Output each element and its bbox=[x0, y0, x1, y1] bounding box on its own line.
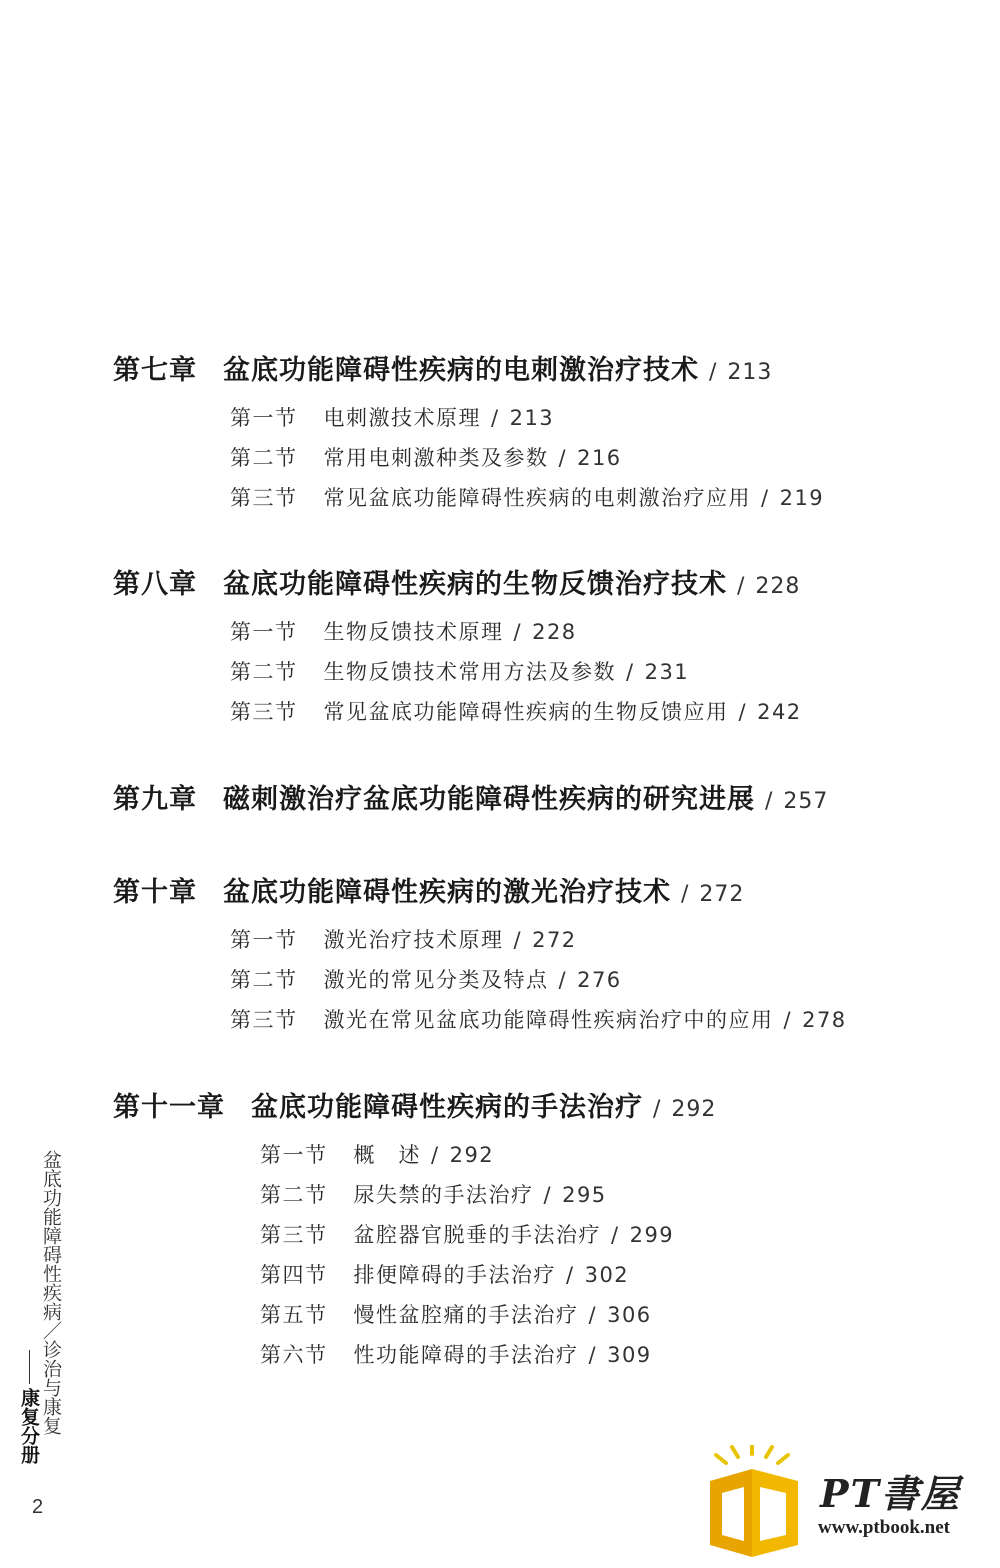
section-label: 第五节 bbox=[260, 1303, 328, 1327]
chapter-11-heading bbox=[113, 1085, 716, 1124]
book-logo-icon bbox=[700, 1445, 810, 1564]
section-title: 电刺激技术原理 bbox=[323, 406, 481, 430]
chapter-8-heading bbox=[113, 562, 800, 601]
section-11-4 bbox=[260, 1259, 629, 1289]
section-7-3 bbox=[230, 482, 824, 512]
section-title: 常用电刺激种类及参数 bbox=[323, 446, 549, 470]
separator: / bbox=[491, 406, 500, 430]
chapter-10-heading bbox=[113, 870, 744, 909]
section-title: 概 述 bbox=[353, 1143, 421, 1167]
chapter-page: 213 bbox=[727, 360, 773, 385]
chapter-page: 228 bbox=[755, 574, 801, 599]
separator: / bbox=[738, 700, 748, 724]
section-title: 生物反馈技术原理 bbox=[323, 620, 504, 644]
chapter-title: 盆底功能障碍性疾病的生物反馈治疗技术 bbox=[223, 569, 727, 600]
chapter-label: 第十章 bbox=[113, 877, 197, 908]
section-11-6 bbox=[260, 1339, 652, 1369]
section-10-1 bbox=[230, 924, 577, 954]
separator: / bbox=[543, 1183, 553, 1207]
section-title: 慢性盆腔痛的手法治疗 bbox=[353, 1303, 579, 1327]
chapter-title: 盆底功能障碍性疾病的激光治疗技术 bbox=[223, 877, 671, 908]
chapter-page: 292 bbox=[671, 1097, 717, 1122]
section-label: 第六节 bbox=[260, 1343, 328, 1367]
section-title: 生物反馈技术常用方法及参数 bbox=[323, 660, 616, 684]
section-11-2 bbox=[260, 1179, 607, 1209]
chapter-label: 第八章 bbox=[113, 569, 197, 600]
separator: / bbox=[513, 928, 523, 952]
section-title: 激光治疗技术原理 bbox=[323, 928, 504, 952]
section-label: 第二节 bbox=[230, 968, 298, 992]
separator: / bbox=[588, 1343, 598, 1367]
separator: / bbox=[709, 360, 718, 385]
section-page: 278 bbox=[802, 1008, 847, 1032]
section-label: 第一节 bbox=[230, 620, 298, 644]
section-page: 272 bbox=[532, 928, 577, 952]
section-page: 213 bbox=[509, 406, 555, 430]
section-page: 228 bbox=[532, 620, 577, 644]
separator: / bbox=[431, 1143, 440, 1167]
spine-book-title: 盆底功能障碍性疾病／诊治与康复 bbox=[40, 1150, 62, 1435]
section-page: 302 bbox=[584, 1263, 630, 1287]
section-title: 尿失禁的手法治疗 bbox=[353, 1183, 534, 1207]
section-label: 第一节 bbox=[260, 1143, 328, 1167]
chapter-page: 257 bbox=[783, 789, 829, 814]
section-label: 第四节 bbox=[260, 1263, 328, 1287]
watermark-name: PT書屋 bbox=[820, 1471, 961, 1516]
chapter-title: 盆底功能障碍性疾病的电刺激治疗技术 bbox=[223, 355, 699, 386]
section-page: 295 bbox=[562, 1183, 607, 1207]
section-page: 242 bbox=[757, 700, 802, 724]
section-label: 第三节 bbox=[230, 700, 298, 724]
section-page: 299 bbox=[629, 1223, 675, 1247]
separator: / bbox=[558, 968, 568, 992]
spine-title bbox=[18, 1150, 68, 1480]
section-page: 292 bbox=[449, 1143, 495, 1167]
section-label: 第二节 bbox=[230, 446, 298, 470]
separator: / bbox=[761, 486, 770, 510]
chapter-page: 272 bbox=[699, 882, 745, 907]
section-title: 常见盆底功能障碍性疾病的电刺激治疗应用 bbox=[323, 486, 751, 510]
spine-dash bbox=[29, 1350, 30, 1384]
section-title: 盆腔器官脱垂的手法治疗 bbox=[353, 1223, 601, 1247]
section-page: 276 bbox=[577, 968, 622, 992]
section-label: 第二节 bbox=[230, 660, 298, 684]
section-11-1 bbox=[260, 1139, 494, 1169]
chapter-7-heading bbox=[113, 348, 772, 387]
section-title: 常见盆底功能障碍性疾病的生物反馈应用 bbox=[323, 700, 729, 724]
chapter-label: 第十一章 bbox=[113, 1092, 225, 1123]
section-label: 第二节 bbox=[260, 1183, 328, 1207]
section-7-1 bbox=[230, 402, 554, 432]
separator: / bbox=[653, 1097, 662, 1122]
section-8-2 bbox=[230, 656, 689, 686]
chapter-title: 磁刺激治疗盆底功能障碍性疾病的研究进展 bbox=[223, 784, 755, 815]
section-10-3 bbox=[230, 1004, 847, 1034]
section-title: 激光在常见盆底功能障碍性疾病治疗中的应用 bbox=[323, 1008, 774, 1032]
chapter-label: 第七章 bbox=[113, 355, 197, 386]
separator: / bbox=[588, 1303, 598, 1327]
section-11-5 bbox=[260, 1299, 652, 1329]
section-page: 309 bbox=[607, 1343, 652, 1367]
section-7-2 bbox=[230, 442, 622, 472]
section-8-1 bbox=[230, 616, 577, 646]
separator: / bbox=[513, 620, 523, 644]
section-title: 性功能障碍的手法治疗 bbox=[353, 1343, 579, 1367]
separator: / bbox=[611, 1223, 620, 1247]
section-label: 第一节 bbox=[230, 928, 298, 952]
section-page: 219 bbox=[779, 486, 825, 510]
separator: / bbox=[765, 789, 774, 814]
separator: / bbox=[558, 446, 568, 470]
separator: / bbox=[566, 1263, 575, 1287]
section-label: 第一节 bbox=[230, 406, 298, 430]
section-label: 第三节 bbox=[230, 1008, 298, 1032]
section-title: 排便障碍的手法治疗 bbox=[353, 1263, 556, 1287]
page-number: 2 bbox=[32, 1496, 44, 1518]
separator: / bbox=[737, 574, 746, 599]
section-title: 激光的常见分类及特点 bbox=[323, 968, 549, 992]
separator: / bbox=[681, 882, 690, 907]
section-page: 306 bbox=[607, 1303, 652, 1327]
chapter-9-heading bbox=[113, 777, 828, 816]
section-page: 216 bbox=[577, 446, 622, 470]
section-label: 第三节 bbox=[230, 486, 298, 510]
watermark-url: www.ptbook.net bbox=[818, 1517, 950, 1538]
chapter-title: 盆底功能障碍性疾病的手法治疗 bbox=[251, 1092, 643, 1123]
section-page: 231 bbox=[644, 660, 690, 684]
watermark-logo bbox=[700, 1445, 1000, 1564]
chapter-label: 第九章 bbox=[113, 784, 197, 815]
section-label: 第三节 bbox=[260, 1223, 328, 1247]
separator: / bbox=[626, 660, 635, 684]
section-10-2 bbox=[230, 964, 622, 994]
separator: / bbox=[783, 1008, 793, 1032]
section-11-3 bbox=[260, 1219, 674, 1249]
section-8-3 bbox=[230, 696, 802, 726]
spine-volume: 康复分册 bbox=[18, 1388, 40, 1464]
